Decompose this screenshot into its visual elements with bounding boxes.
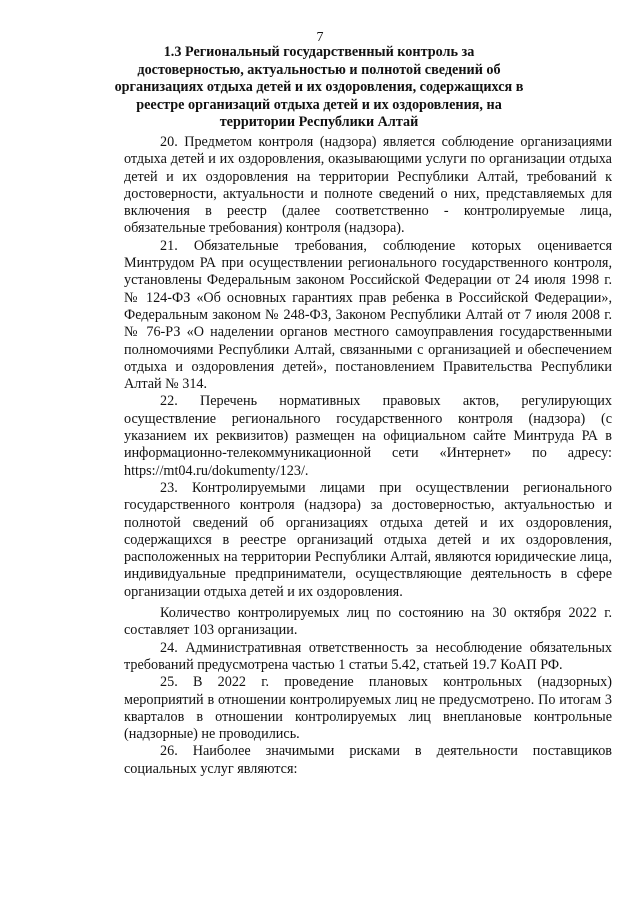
paragraph-26: 26. Наиболее значимыми рисками в деятельности поставщиков социальных услуг являются: [124, 743, 612, 777]
paragraph-21: 21. Обязательные требования, соблюдение которых оценивается Минтрудом РА при осуществлении регионального государственного контроля, установлены Федеральным законом Российской Федерации от 24 июля 1998 г. № 124-ФЗ «Об основных гарантиях прав ребенка в Российской Федерации», Федеральным законом № 248-ФЗ, Законом Республики Алтай от 7 июля 2008 г. № 76-РЗ «О наделении органов местного самоуправления государственными полномочиями Республики Алтай, связанными с организацией и обеспечением отдыха и оздоровления детей», постановлением Правительства Республики Алтай № 314. [124, 237, 612, 393]
section-title: 1.3 Региональный государственный контроль за достоверностью, актуальностью и полнотой сведений об организациях отдыха детей и их оздоровления, содержащихся в реестре организаций отдыха детей и их оздоровления, на территории Республики Алтай [114, 44, 524, 131]
paragraph-24: 24. Административная ответственность за несоблюдение обязательных требований предусмотрена частью 1 статьи 5.42, статьей 19.7 КоАП РФ. [124, 639, 612, 673]
paragraph-25: 25. В 2022 г. проведение плановых контрольных (надзорных) мероприятий в отношении контролируемых лиц не предусмотрено. По итогам 3 кварталов в отношении контролируемых лиц внеплановые контрольные (надзорные) не проводились. [124, 674, 612, 743]
page-number: 7 [316, 30, 324, 45]
document-body [124, 134, 612, 778]
paragraph-23: 23. Контролируемыми лицами при осуществлении регионального государственного контроля (надзора) за достоверностью, актуальностью и полнотой сведений об организациях отдыха детей и их оздоровления, содержащихся в реестре организаций отдыха детей и их оздоровления, расположенных на территории Республики Алтай, являются юридические лица, индивидуальные предприниматели, осуществляющие деятельность в сфере организации отдыха детей и их оздоровления. [124, 479, 612, 600]
paragraph-22: 22. Перечень нормативных правовых актов, регулирующих осуществление регионального государственного контроля (надзора) (с указанием их реквизитов) размещен на официальном сайте Минтруда РА в информационно-телекоммуникационной сети «Интернет» по адресу: https://mt04.ru/dokumenty/123/. [124, 393, 612, 479]
paragraph-count: Количество контролируемых лиц по состоянию на 30 октября 2022 г. составляет 103 организации. [124, 605, 612, 639]
paragraph-20: 20. Предметом контроля (надзора) является соблюдение организациями отдыха детей и их оздоровления, оказывающими услуги по организации отдыха детей и их оздоровления на территории Республики Алтай, требований к достоверности, актуальности и полноте сведений о них, представляемых для включения в реестр (далее соответственно - контролируемые лица, обязательные требования) контроля (надзора). [124, 134, 612, 237]
